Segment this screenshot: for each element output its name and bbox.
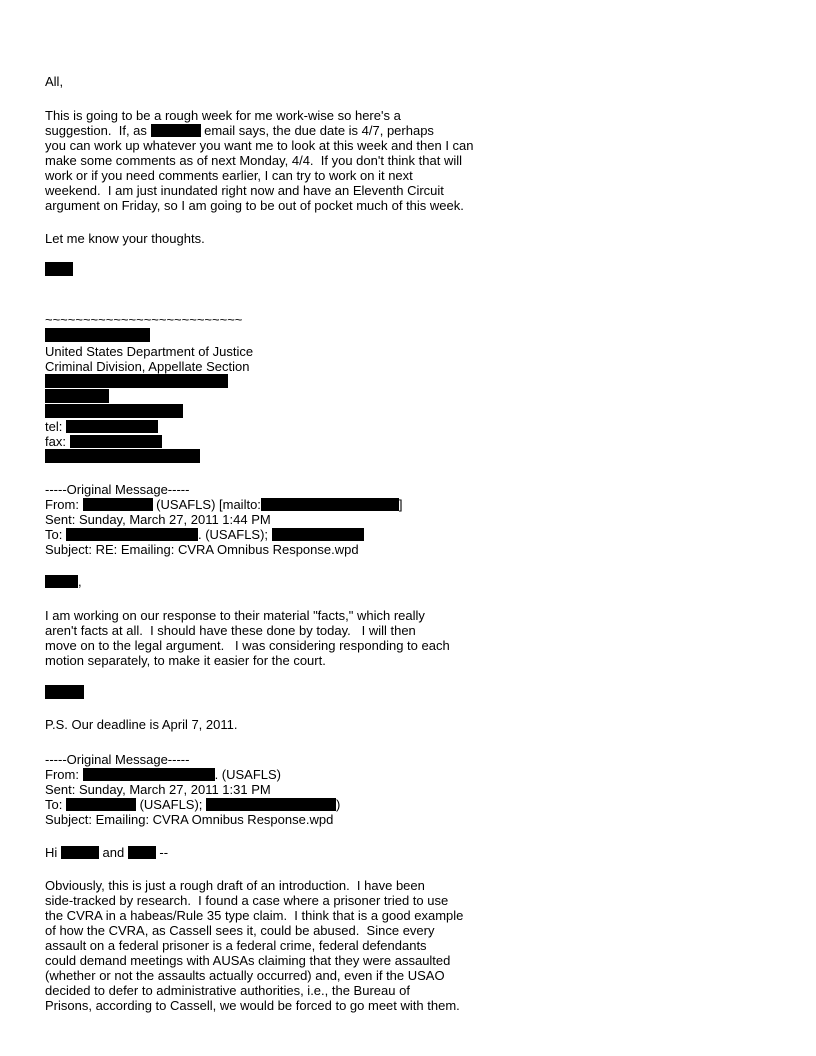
signature-tel: [45, 419, 158, 434]
msg2-body-line-7: (whether or not the assaults actually occurred) and, even if the USAO: [45, 968, 445, 983]
redaction-box: [272, 528, 364, 541]
msg2-body-line-6: could demand meetings with AUSAs claiming that they were assaulted: [45, 953, 451, 968]
redaction-box: [128, 846, 156, 859]
msg2-dash: --: [155, 845, 169, 860]
msg2-body-line-5: assault on a federal prisoner is a federal crime, federal defendants: [45, 938, 427, 953]
redaction-box: [45, 685, 84, 699]
signature-org-1: United States Department of Justice: [45, 344, 254, 359]
msg1-ps: P.S. Our deadline is April 7, 2011.: [45, 717, 238, 732]
redaction-box: [45, 374, 228, 388]
redaction-box: [45, 404, 183, 418]
msg2-subject: Subject: Emailing: CVRA Omnibus Response.wpd: [45, 812, 334, 827]
msg2-salutation: [45, 845, 168, 860]
msg2-to-label: To:: [45, 797, 66, 812]
redaction-box: [261, 498, 399, 511]
msg2-hi: Hi: [45, 845, 61, 860]
para1-line-6: weekend. I am just inundated right now and have an Eleventh Circuit: [45, 183, 444, 198]
msg2-to: [45, 797, 340, 812]
msg1-from: [45, 497, 403, 512]
redaction-box: [66, 420, 158, 433]
redaction-box: [151, 124, 201, 137]
redaction-box: [45, 449, 200, 463]
msg2-body-line-2: side-tracked by research. I found a case where a prisoner tried to use: [45, 893, 449, 908]
para1-line-1: This is going to be a rough week for me work-wise so here's a: [45, 108, 401, 123]
msg2-body-line-8: decided to defer to administrative authorities, i.e., the Bureau of: [45, 983, 410, 998]
para1-line-3: you can work up whatever you want me to look at this week and then I can: [45, 138, 474, 153]
para1-line-2: [45, 123, 434, 138]
redaction-box: [66, 798, 136, 811]
msg2-sent: Sent: Sunday, March 27, 2011 1:31 PM: [45, 782, 271, 797]
redaction-box: [70, 435, 162, 448]
msg1-to-label: To:: [45, 527, 66, 542]
msg1-body-line-1: I am working on our response to their material "facts," which really: [45, 608, 425, 623]
redaction-box: [61, 846, 99, 859]
redaction-box: [45, 328, 150, 342]
redaction-box: [45, 575, 78, 588]
msg2-from-label: From:: [45, 767, 83, 782]
signature-fax: [45, 434, 162, 449]
msg2-body-line-4: of how the CVRA, as Cassell sees it, could be abused. Since every: [45, 923, 435, 938]
greeting: All,: [45, 74, 64, 89]
para1-line-2a: suggestion. If, as: [45, 123, 151, 138]
msg1-salutation-end: ,: [78, 574, 82, 589]
msg1-subject: Subject: RE: Emailing: CVRA Omnibus Response.wpd: [45, 542, 359, 557]
para2: Let me know your thoughts.: [45, 231, 205, 246]
para1-line-7: argument on Friday, so I am going to be out of pocket much of this week.: [45, 198, 464, 213]
msg1-sent: Sent: Sunday, March 27, 2011 1:44 PM: [45, 512, 271, 527]
msg2-from-end: . (USAFLS): [214, 767, 282, 782]
redaction-box: [83, 498, 153, 511]
signature-org-2: Criminal Division, Appellate Section: [45, 359, 250, 374]
msg2-body-line-1: Obviously, this is just a rough draft of an introduction. I have been: [45, 878, 425, 893]
msg1-body-line-3: move on to the legal argument. I was considering responding to each: [45, 638, 450, 653]
fax-label: fax:: [45, 434, 66, 449]
msg1-body-line-2: aren't facts at all. I should have these done by today. I will then: [45, 623, 416, 638]
msg2-from: [45, 767, 281, 782]
msg1-from-end: ]: [398, 497, 403, 512]
msg2-to-mid: (USAFLS);: [135, 797, 207, 812]
msg1-salutation: [45, 574, 82, 589]
msg1-body-line-4: motion separately, to make it easier for the court.: [45, 653, 326, 668]
msg1-header: -----Original Message-----: [45, 482, 190, 497]
para1-line-5: work or if you need comments earlier, I can try to work on it next: [45, 168, 413, 183]
tel-label: tel:: [45, 419, 63, 434]
redaction-box: [66, 528, 198, 541]
signature-tilde: ~~~~~~~~~~~~~~~~~~~~~~~~~~: [45, 312, 243, 327]
redaction-box: [83, 768, 215, 781]
msg2-body-line-3: the CVRA in a habeas/Rule 35 type claim. I think that is a good example: [45, 908, 464, 923]
msg1-from-label: From:: [45, 497, 83, 512]
msg2-and: and: [98, 845, 128, 860]
msg1-to-mid: . (USAFLS);: [197, 527, 272, 542]
msg2-body-line-9: Prisons, according to Cassell, we would be forced to go meet with them.: [45, 998, 460, 1013]
para1-line-2b: email says, the due date is 4/7, perhaps: [200, 123, 434, 138]
msg1-to: [45, 527, 364, 542]
msg1-from-mid: (USAFLS) [mailto:: [152, 497, 261, 512]
redaction-box: [45, 389, 109, 403]
para1-line-4: make some comments as of next Monday, 4/4. If you don't think that will: [45, 153, 462, 168]
msg2-header: -----Original Message-----: [45, 752, 190, 767]
redaction-box: [45, 262, 73, 276]
msg2-to-end: ): [336, 797, 341, 812]
redaction-box: [206, 798, 336, 811]
